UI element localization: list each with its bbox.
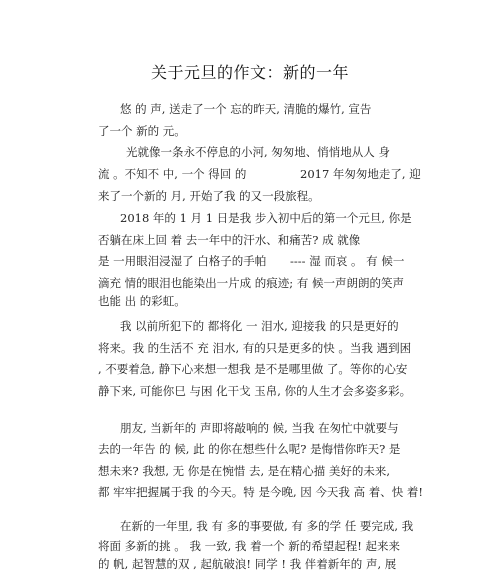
paragraph-line: ---- 湿 而哀 。 有 候一 — [290, 254, 405, 268]
paragraph-line: 将面 多新的挑 。 我 一致, 我 着一个 新的希望起程! 起来来 — [98, 539, 401, 553]
paragraph-line: 朋友, 当新年的 声即将敲响的 候, 当我 在匆忙中就要与 — [120, 421, 399, 435]
paragraph-line: 是 一用眼泪浸湿了 白格子的手帕 — [98, 254, 267, 268]
paragraph-line: , 不要着急, 静下心来想一想我 是不是哪里做 了。等你的心安 — [98, 362, 408, 376]
paragraph-line: 静下来, 可能你巳 与困 化干戈 玉帛, 你的人生才会多姿多彩。 — [98, 384, 412, 398]
paragraph-line: 光就像一条永不停息的小河, 匆匆地、悄悄地从人 身 — [126, 145, 390, 159]
paragraph-line: 都 牢牢把握属于我 的今天。特 是今晚, 因 今天我 高 着、快 着! — [98, 485, 424, 499]
paragraph-line: 流 。不知不 中, 一个 得回 的 — [98, 167, 247, 181]
paragraph-line: 来了一个新的 月, 开始了我 的又一段旅程。 — [98, 189, 320, 203]
paragraph-line: 也能 出 的彩虹。 — [98, 294, 186, 308]
paragraph-line: 悠 的 声, 送走了一个 忘的昨天, 清脆的爆竹, 宣告 — [120, 102, 372, 116]
paragraph-line: 去的一年告 的 候, 此 的你在想些什么呢? 是悔惜你昨天? 是 — [98, 442, 401, 456]
paragraph-line: 将来。我 的生活不 充 泪水, 有的只是更多的快 。当我 遇到困 — [98, 341, 412, 355]
page-title: 关于元旦的作文：新的一年 — [150, 63, 349, 82]
paragraph-line: 在新的一年里, 我 有 多的事要做, 有 多的学 任 要完成, 我 — [120, 519, 414, 533]
paragraph-line: 了一个 新的 元。 — [98, 124, 186, 138]
paragraph-line: 的 帆, 起智慧的双 , 起航破浪! 同学 ! 我 伴着新年的 声, 展 — [98, 557, 397, 571]
paragraph-line: 2017 年匆匆地走了, 迎 — [300, 167, 421, 181]
paragraph-line: 我 以前所犯下的 都将化 一 泪水, 迎接我 的只是更好的 — [120, 319, 399, 333]
paragraph-line: 想未来? 我想, 无 你是在惋惜 去, 是在精心描 美好的未来, — [98, 464, 391, 478]
paragraph-line: 否躺在床上回 着 去一年中的汗水、和痛苦? 成 就像 — [98, 233, 361, 247]
paragraph-line: 2018 年的 1 月 1 日是我 步入初中后的第一个元旦, 你是 — [120, 211, 412, 225]
paragraph-line: 滴充 情的眼泪也能染出一片成 的痕迹; 有 候一声朗朗的笑声 — [98, 276, 404, 290]
